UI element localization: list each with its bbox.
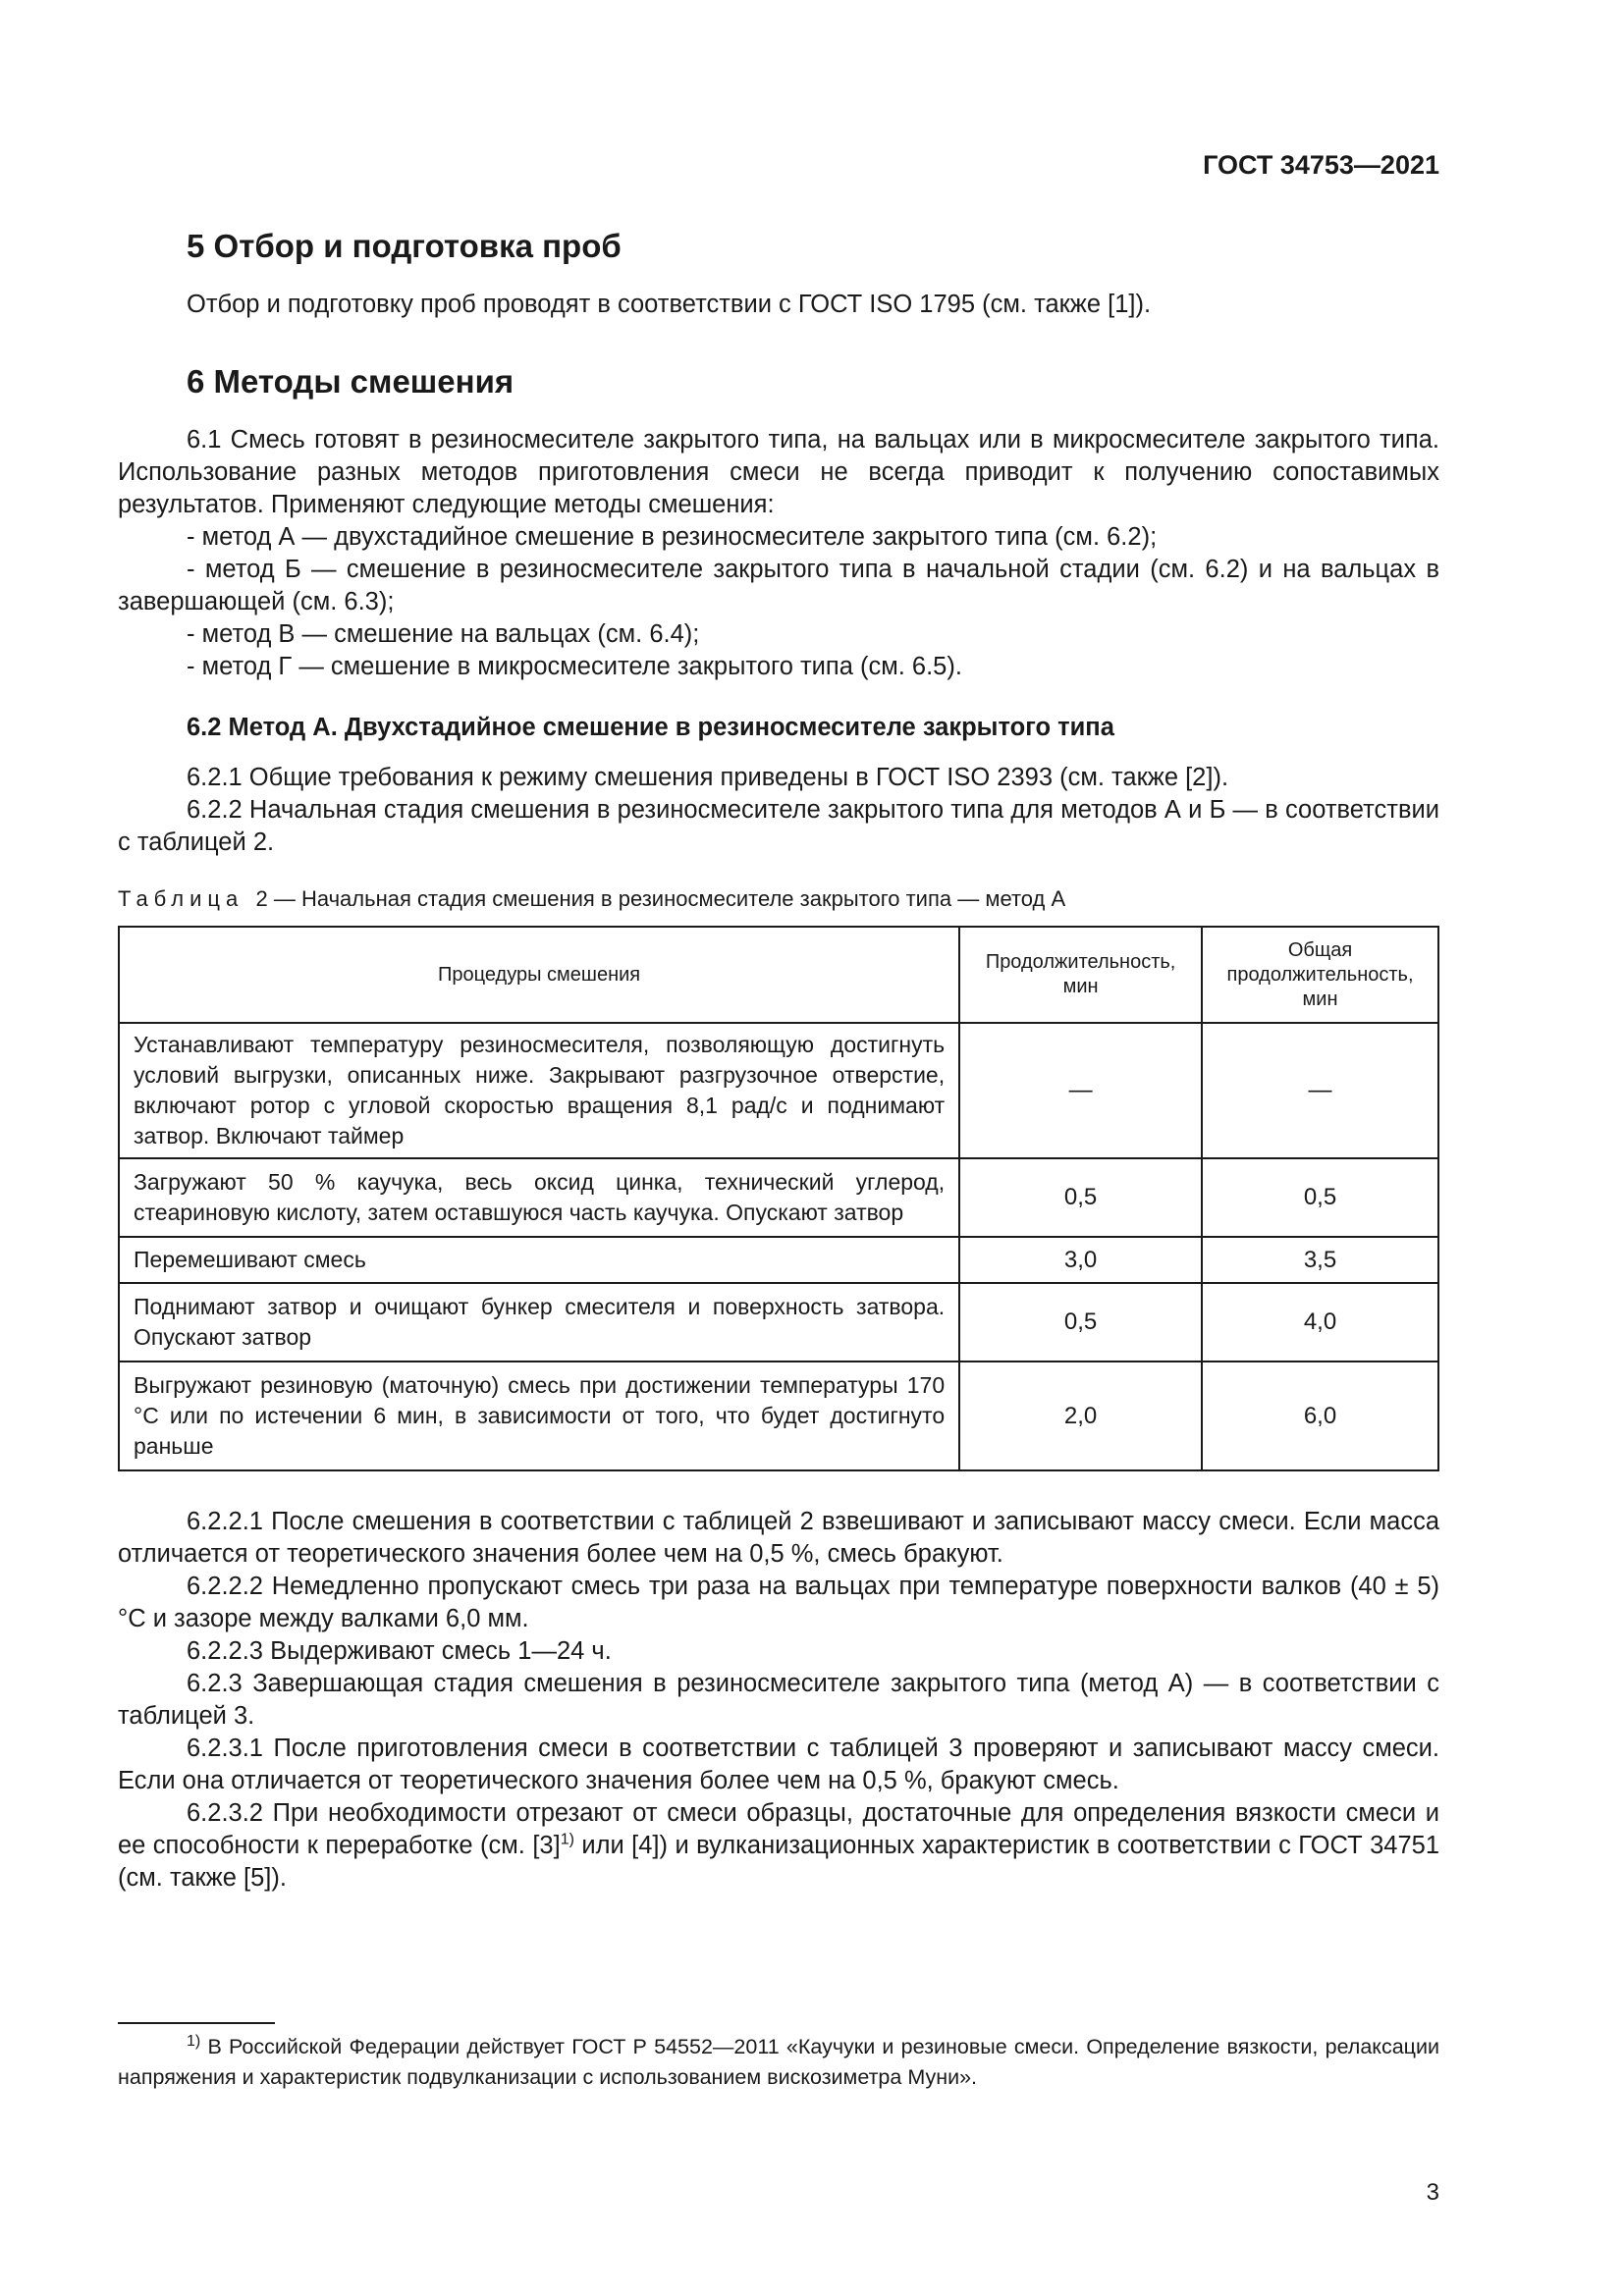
section-6-title: 6 Методы смешения xyxy=(187,363,514,400)
table-row xyxy=(119,1237,1438,1283)
method-v-item: - метод В — смешение на вальцах (см. 6.4); xyxy=(187,620,700,648)
header-duration: Продолжительность, мин xyxy=(959,927,1202,1023)
footnote-reference[interactable]: 1) xyxy=(560,1831,574,1848)
table-row xyxy=(119,1023,1438,1158)
duration-cell: 0,5 xyxy=(959,1283,1202,1362)
table-row xyxy=(119,1362,1438,1470)
table-caption-label: Таблица xyxy=(118,886,244,911)
subsection-6-2-title: 6.2 Метод А. Двухстадийное смешение в резиносмесителе закрытого типа xyxy=(187,714,1114,741)
duration-cell: 2,0 xyxy=(959,1362,1202,1470)
paragraph-6-2-2: 6.2.2 Начальная стадия смешения в резиносмесителе закрытого типа для методов А и Б — в соответствии с таблицей 2. xyxy=(118,796,1439,856)
footnote-mark: 1) xyxy=(187,2032,201,2050)
duration-cell: 0,5 xyxy=(959,1158,1202,1237)
total-cell: 6,0 xyxy=(1202,1362,1438,1470)
paragraph-6-2-3-1: 6.2.3.1 После приготовления смеси в соответствии с таблицей 3 проверяют и записывают массу смеси. Если она отличается от теоретического значения более чем на 0,5 %, бракуют смесь. xyxy=(118,1735,1439,1794)
duration-cell: 3,0 xyxy=(959,1237,1202,1283)
procedure-cell: Загружают 50 % каучука, весь оксид цинка, технический углерод, стеариновую кислоту, затем оставшуюся часть каучука. Опускают затвор xyxy=(119,1158,959,1237)
table-header-row xyxy=(119,927,1438,1023)
footnote-divider xyxy=(118,2022,275,2024)
method-g-item: - метод Г — смешение в микросмесителе закрытого типа (см. 6.5). xyxy=(187,653,962,680)
paragraph-6-1: 6.1 Смесь готовят в резиносмесителе закрытого типа, на вальцах или в микросмесителе закрытого типа. Использование разных методов приготовления смеси не всегда приводит к получению сопоставимых результатов. Применяют следующие методы смешения: xyxy=(118,426,1439,518)
footnote-text: В Российской Федерации действует ГОСТ Р 54552—2011 «Каучуки и резиновые смеси. Определение вязкости, релаксации напряжения и характеристик подвулканизации с использованием вискозиметра Муни». xyxy=(118,2035,1439,2089)
paragraph-6-2-3-2 xyxy=(118,1797,1439,1895)
footnote xyxy=(118,2032,1439,2093)
table-row xyxy=(119,1158,1438,1237)
procedure-cell: Устанавливают температуру резиносмесителя, позволяющую достигнуть условий выгрузки, описанных ниже. Закрывают разгрузочное отверстие, включают ротор с угловой скоростью вращения 8,1 рад/с и поднимают затвор. Включают таймер xyxy=(119,1023,959,1158)
total-cell: 4,0 xyxy=(1202,1283,1438,1362)
section-5-text: Отбор и подготовку проб проводят в соответствии с ГОСТ ISO 1795 (см. также [1]). xyxy=(187,291,1152,318)
table-caption-text: 2 — Начальная стадия смешения в резиносмесителе закрытого типа — метод А xyxy=(255,886,1066,911)
method-b-item: - метод Б — смешение в резиносмесителе закрытого типа в начальной стадии (см. 6.2) и на вальцах в завершающей (см. 6.3); xyxy=(118,556,1439,615)
header-procedures: Процедуры смешения xyxy=(119,927,959,1023)
paragraph-6-2-3-2-part1: 6.2.3.2 При необходимости отрезают от смеси образцы, достаточные для определения вязкости смеси и ее способности к переработке (см. [3] xyxy=(118,1799,1439,1859)
procedure-cell: Поднимают затвор и очищают бункер смесителя и поверхность затвора. Опускают затвор xyxy=(119,1283,959,1362)
total-cell: 0,5 xyxy=(1202,1158,1438,1237)
paragraph-6-2-3-2-part2: или [4]) и вулканизационных характеристик в соответствии с ГОСТ 34751 (см. также [5]). xyxy=(118,1832,1440,1892)
procedure-cell: Перемешивают смесь xyxy=(119,1237,959,1283)
paragraph-6-2-2-2: 6.2.2.2 Немедленно пропускают смесь три раза на вальцах при температуре поверхности валков (40 ± 5) °С и зазоре между валками 6,0 мм. xyxy=(118,1573,1439,1632)
paragraph-6-2-2-1: 6.2.2.1 После смешения в соответствии с таблицей 2 взвешивают и записывают массу смеси. Если масса отличается от теоретического значения более чем на 0,5 %, смесь бракуют. xyxy=(118,1508,1439,1568)
paragraph-6-2-1: 6.2.1 Общие требования к режиму смешения приведены в ГОСТ ISO 2393 (см. также [2]). xyxy=(187,764,1229,791)
total-cell: — xyxy=(1202,1023,1438,1158)
paragraph-6-2-3: 6.2.3 Завершающая стадия смешения в резиносмесителе закрытого типа (метод А) — в соответствии с таблицей 3. xyxy=(118,1670,1439,1730)
table-row xyxy=(119,1283,1438,1362)
total-cell: 3,5 xyxy=(1202,1237,1438,1283)
procedure-cell: Выгружают резиновую (маточную) смесь при достижении температуры 170 °С или по истечении 6 мин, в зависимости от того, что будет достигнуто раньше xyxy=(119,1362,959,1470)
duration-cell: — xyxy=(959,1023,1202,1158)
paragraph-6-2-2-3: 6.2.2.3 Выдерживают смесь 1—24 ч. xyxy=(187,1637,612,1665)
table-caption xyxy=(118,886,1065,912)
section-5-title: 5 Отбор и подготовка проб xyxy=(187,228,622,264)
page-number: 3 xyxy=(1426,2179,1439,2206)
standard-code: ГОСТ 34753—2021 xyxy=(1203,150,1439,180)
header-total-duration: Общая продолжительность, мин xyxy=(1202,927,1438,1023)
mixing-table xyxy=(118,926,1439,1471)
method-a-item: - метод А — двухстадийное смешение в резиносмесителе закрытого типа (см. 6.2); xyxy=(187,523,1158,551)
